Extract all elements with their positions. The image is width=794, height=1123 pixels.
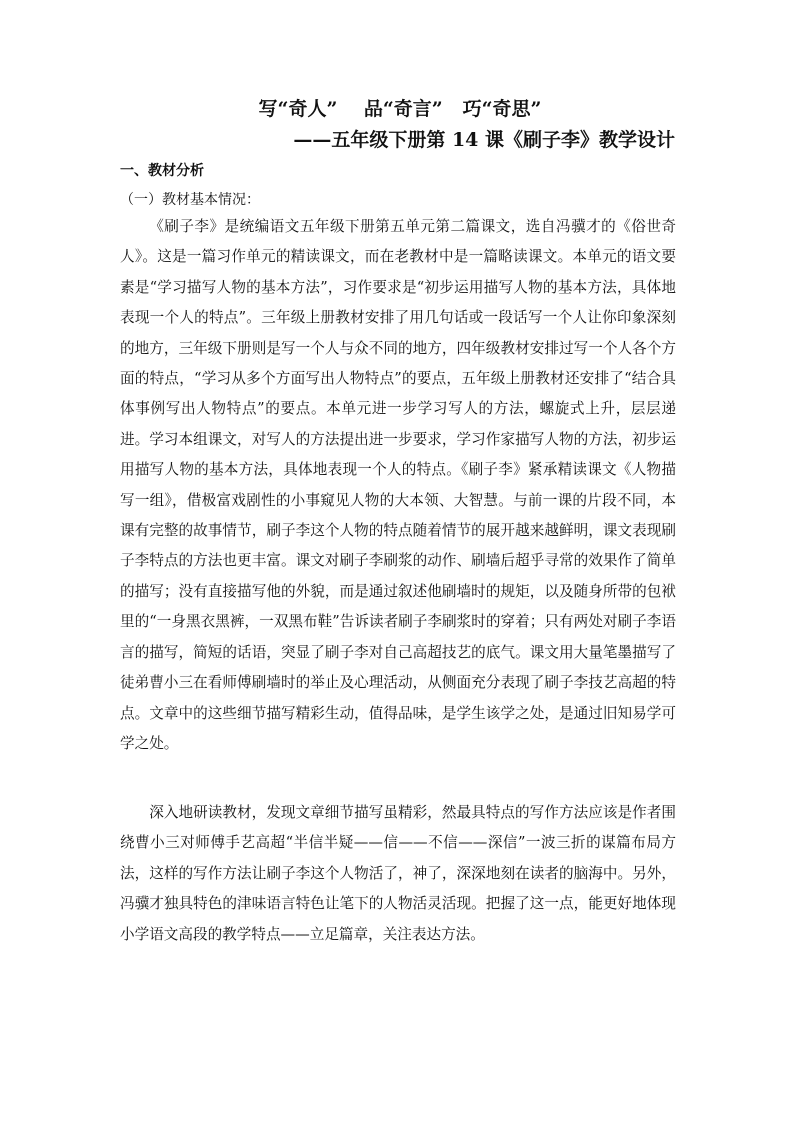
document-subtitle: ——五年级下册第 14 课《刷子李》教学设计 — [293, 129, 675, 151]
body-paragraph: 深入地研读教材，发现文章细节描写虽精彩，然最具特点的写作方法应该是作者围绕曹小三对师傅手艺高超“半信半疑——信——不信——深信”一波三折的谋篇布局方法，这样的写作方法让刷子李这个人物活了，神了，深深地刻在读者的脑海中。另外，冯骥才独具特色的津味语言特色让笔下的人物活灵活现。把握了这一点，能更好地体现小学语文高段的教学特点——立足篇章，关注表达方法。 — [120, 804, 676, 943]
section-heading-textbook-analysis: 一、教材分析 — [120, 163, 204, 179]
body-paragraph: 《刷子李》是统编语文五年级下册第五单元第二篇课文，选自冯骥才的《俗世奇人》。这是一篇习作单元的精读课文，而在老教材中是一篇略读课文。本单元的语文要素是“学习描写人物的基本方法”，习作要求是“初步运用描写人物的基本方法，具体地表现一个人的特点”。三年级上册教材安排了用几句话或一段话写一个人让你印象深刻的地方，三年级下册则是写一个人与众不同的地方，四年级教材安排过写一个人各个方面的特点，“学习从多个方面写出人物特点”的要点，五年级上册教材还安排了“结合具体事例写出人物特点”的要点。本单元进一步学习写人的方法，螺旋式上升，层层递进。学习本组课文，对写人的方法提出进一步要求，学习作家描写人物的方法，初步运用描写人物的基本方法，具体地表现一个人的特点。《刷子李》紧承精读课文《人物描写一组》，借极富戏剧性的小事窥见人物的大本领、大智慧。与前一课的片段不同，本课有完整的故事情节，刷子李这个人物的特点随着情节的展开越来越鲜明，课文表现刷子李特点的方法也更丰富。课文对刷子李刷浆的动作、刷墙后超乎寻常的效果作了简单的描写；没有直接描写他的外貌，而是通过叙述他刷墙时的规矩，以及随身所带的包袱里的“一身黑衣黑裤，一双黑布鞋”告诉读者刷子李刷浆时的穿着；只有两处对刷子李语言的描写，简短的话语，突显了刷子李对自己高超技艺的底气。课文用大量笔墨描写了徒弟曹小三在看师傅刷墙时的举止及心理活动，从侧面充分表现了刷子李技艺高超的特点。文章中的这些细节描写精彩生动，值得品味，是学生该学之处，是通过旧知易学可学之处。 — [120, 218, 676, 752]
sub-heading-basic-info: （一）教材基本情况： — [120, 192, 260, 208]
document-title: 写“奇人” 品“奇言” 巧“奇思” — [258, 98, 542, 120]
